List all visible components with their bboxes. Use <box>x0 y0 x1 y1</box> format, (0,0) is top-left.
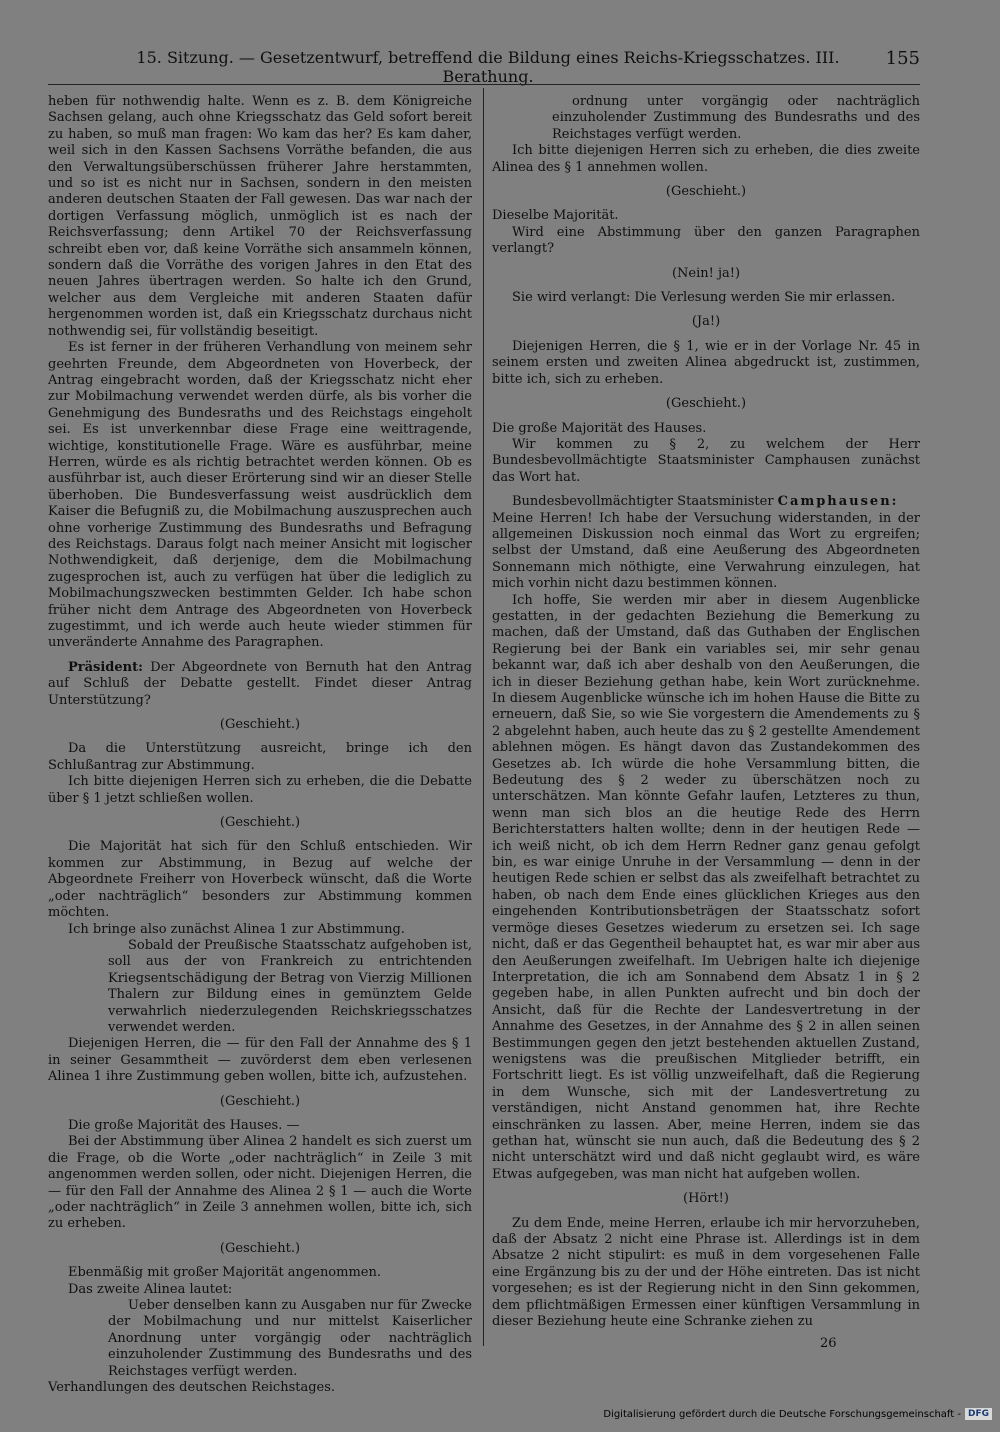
stage-direction: (Geschieht.) <box>665 184 747 200</box>
quoted-clause-continued: ordnung unter vorgängig oder nachträglich einzuholender Zustimmung des Bundesraths und des Reichstages verfügt werden. <box>552 94 920 142</box>
quoted-clause: Sobald der Preußische Staatsschatz aufgehoben ist, soll aus der von Frankreich zu entrichtenden Kriegsentschädigung der Betrag von Vierzig Millionen Thalern zur Bildung eines in gemünztem Gelde verwahrlich niederzulegenden Reichskriegsschatzes verwendet werden. <box>108 937 472 1035</box>
signature-folio: 26 <box>820 1336 837 1351</box>
speaker-label: Präsident: <box>68 659 143 675</box>
paragraph: Dieselbe Majorität. <box>492 208 619 224</box>
page-number: 155 <box>885 48 920 69</box>
paragraph: Es ist ferner in der früheren Verhandlung von meinem sehr geehrten Freunde, dem Abgeordneten von Hoverbeck, der Antrag eingebracht worden, daß der Kriegsschatz nicht eher zur Mobilmachung verwendet werden dürfe, als bis vorher die Genehmigung des Bundesraths und des Reichstags eingeholt sei. Es ist unverkennbar diese Frage eine weittragende, wichtige, konstitutionelle Frage. Wäre es ausführbar, meine Herren, würde es als richtig betrachtet werden können. Ob es ausführbar ist, auch dieser Erörterung sind wir an dieser Stelle überhoben. Die Bundesverfassung weist ausdrücklich dem Kaiser die Befugniß zu, die Mobilmachung auszusprechen auch ohne vorherige Zustimmung des Bundesraths und Befragung des Reichstags. Daraus folgt nach meiner Ansicht mit logischer Nothwendigkeit, daß derjenige, dem die Mobilmachung zugesprochen ist, auch zu verfügen hat über die lediglich zu Mobilmachungszwecken bestimmten Gelder. Ich habe schon früher nicht dem Antrage des Abgeordneten von Hoverbeck zugestimmt, und ich werde auch heute wieder stimmen für unveränderte Annahme des Paragraphen. <box>48 340 472 651</box>
paragraph: Ich bitte diejenigen Herren sich zu erheben, die dies zweite Alinea des § 1 annehmen wollen. <box>492 143 920 175</box>
page-header <box>48 48 920 86</box>
paragraph: Ebenmäßig mit großer Majorität angenommen. <box>68 1265 381 1281</box>
digitization-credit <box>603 1408 992 1420</box>
paragraph: Meine Herren! Ich habe der Versuchung widerstanden, in der allgemeinen Diskussion noch einmal das Wort zu ergreifen; selbst der Umstand, daß eine Aeußerung des Abgeordneten Sonnemann mich nöthigte, eine Verwahrung einzulegen, hat mich vorhin nicht dazu bestimmen können. <box>492 510 920 592</box>
paragraph: Zu dem Ende, meine Herren, erlaube ich mir hervorzuheben, daß der Absatz 2 nicht eine Phrase ist. Allerdings ist in dem Absatze 2 nicht stipulirt: es muß in dem vorgesehenen Falle eine Ergänzung bis zu der und der Höhe eintreten. Das ist nicht vorgesehen; es ist der Regierung nicht in den Sinn gekommen, dem pflichtmäßigen Ermessen einer künftigen Versammlung in dieser Beziehung heute eine Schranke ziehen zu <box>492 1215 920 1330</box>
stage-direction: (Geschieht.) <box>219 1093 301 1109</box>
header-rule <box>48 84 920 85</box>
paragraph: Ich bringe also zunächst Alinea 1 zur Abstimmung. <box>68 921 405 937</box>
interjection: (Ja!) <box>691 314 721 330</box>
paragraph: Das zweite Alinea lautet: <box>68 1281 233 1297</box>
stage-direction: (Geschieht.) <box>665 396 747 412</box>
stage-direction: (Geschieht.) <box>219 815 301 831</box>
paragraph: Die große Majorität des Hauses. <box>492 420 707 436</box>
speech-text: Der Abgeordnete von Bernuth hat den Antrag auf Schluß der Debatte gestellt. Findet dieser Antrag Unterstützung? <box>48 659 472 708</box>
page-title: 15. Sitzung. — Gesetzentwurf, betreffend die Bildung eines Reichs-Kriegsschatzes. III. Berathung. <box>136 48 840 86</box>
stage-direction: (Geschieht.) <box>219 1240 301 1256</box>
paragraph: Wird eine Abstimmung über den ganzen Paragraphen verlangt? <box>492 224 920 257</box>
interjection: (Nein! ja!) <box>671 265 741 281</box>
left-column <box>48 94 472 1396</box>
paragraph: Wir kommen zu § 2, zu welchem der Herr Bundesbevollmächtigte Staatsminister Camphausen zunächst das Wort hat. <box>492 436 920 485</box>
paragraph: Ich hoffe, Sie werden mir aber in diesem Augenblicke gestatten, in der gedachten Beziehung die Bemerkung zu machen, daß der Umstand, daß das Guthaben der Englischen Regierung bei der Bank ein variables sei, mir sehr genau bekannt war, daß ich aber deshalb von den Aeußerungen, die ich in dieser Beziehung gethan habe, kein Wort zurücknehme. In diesem Augenblicke wünsche ich im hohen Hause die Bitte zu erneuern, daß Sie, so wie Sie vorgestern die Amendements zu § 2 abgelehnt haben, auch heute das zu § 2 gestellte Amendement ablehnen mögen. Es hängt davon das Zustandekommen des Gesetzes ab. Ich würde die hohe Versammlung bitten, die Bedeutung des § 2 weder zu überschätzen noch zu unterschätzen. Man könnte Gefahr laufen, Letzteres zu thun, wenn man sich blos an die heutige Rede des Herrn Berichterstatters halten wollte; denn in der heutigen Rede — ich weiß nicht, ob ich dem Herrn Redner ganz genau gefolgt bin, es war einige Unruhe in der Versammlung — denn in der heutigen Rede schien er selbst das als zweifelhaft betrachtet zu haben, ob nach dem Ende eines glücklichen Krieges aus den eingehenden Kontributionsbeträgen der Staatsschatz sofort vermöge dieses Gesetzes wiederum zu ersetzen sei. Ich sage nicht, daß er das Gegentheil behauptet hat, es war mir aber aus den Aeußerungen zweifelhaft. Im Uebrigen halte ich diejenige Interpretation, die ich am Sonnabend dem Absatz 1 in § 2 gegeben habe, in allen Punkten aufrecht und bin doch der Ansicht, daß für die Rechte der Landesvertretung in der Annahme des Gesetzes, in der Annahme des § 2 in allen seinen Bestimmungen gegen den jetzt bestehenden aktuellen Zustand, wenigstens was die preußischen Mitglieder betrifft, ein Fortschritt liegt. Es ist völlig unzweifelhaft, daß die Regierung in dem Wunsche, sich mit der Landesvertretung zu verständigen, nicht Anstand genommen hat, ihre Rechte einschränken zu lassen. Aber, meine Herren, indem sie das gethan hat, wünscht sie nun auch, daß die Bedeutung des § 2 nicht unterschätzt wird und daß nicht geglaubt wird, es wäre Etwas aufgegeben, was man nicht hat aufgeben wollen. <box>492 592 920 1182</box>
paragraph: Diejenigen Herren, die § 1, wie er in der Vorlage Nr. 45 in seinem ersten und zweiten Alinea abgedruckt ist, zustimmen, bitte ich, sich zu erheben. <box>492 338 920 387</box>
paragraph: Ich bitte diejenigen Herren sich zu erheben, die die Debatte über § 1 jetzt schließen wollen. <box>48 774 472 806</box>
paragraph: Bei der Abstimmung über Alinea 2 handelt es sich zuerst um die Frage, ob die Worte „oder nachträglich“ in Zeile 3 mit angenommen werden sollen, oder nicht. Diejenigen Herren, die — für den Fall der Annahme des Alinea 2 § 1 — auch die Worte „oder nachträglich“ in Zeile 3 annehmen wollen, bitte ich, sich zu erheben. <box>48 1134 472 1232</box>
quoted-clause: Ueber denselben kann zu Ausgaben nur für Zwecke der Mobilmachung und nur mittelst Kaiserlicher Anordnung unter vorgängig oder nachträglich einzuholender Zustimmung des Bundesraths und des Reichstages verfügt werden. <box>108 1298 472 1379</box>
column-divider <box>483 88 484 1346</box>
paragraph: Sie wird verlangt: Die Verlesung werden Sie mir erlassen. <box>512 290 896 306</box>
speaker-intro <box>492 494 920 510</box>
paragraph: Die Majorität hat sich für den Schluß entschieden. Wir kommen zur Abstimmung, in Bezug auf welche der Abgeordnete Freiherr von Hoverbeck wünscht, daß die Worte „oder nachträglich“ besonders zur Abstimmung kommen möchten. <box>48 839 472 921</box>
speaker-role: Bundesbevollmächtigter Staatsminister <box>512 494 774 510</box>
paragraph: Diejenigen Herren, die — für den Fall der Annahme des § 1 in seiner Gesammtheit — zuvörderst dem eben verlesenen Alinea 1 ihre Zustimmung geben wollen, bitte ich, aufzustehen. <box>48 1036 472 1085</box>
paragraph: heben für nothwendig halte. Wenn es z. B. dem Königreiche Sachsen gelang, auch ohne Kriegsschatz das Geld sofort bereit zu haben, so muß man fragen: Wo kam das her? Es kam daher, weil sich in den Kassen Sachsens Vorräthe befanden, die aus den Verwaltungsüberschüssen früherer Jahre herstammten, und so ist es nicht nur in Sachsen, sondern in den meisten anderen deutschen Staaten der Fall gewesen. Das war nach der dortigen Verfassung möglich, unmöglich ist es nach der Reichsverfassung; denn Artikel 70 der Reichsverfassung schreibt eben vor, daß keine Vorräthe sich ansammeln können, sondern daß die Vorräthe des vorigen Jahres in den Etat des neuen Jahres übertragen werden. So halte ich den Grund, welcher aus dem Vergleiche mit anderen Staaten dafür hergenommen worden ist, daß ein Kriegsschatz durchaus nicht nothwendig sei, für vollständig beseitigt. <box>48 94 472 339</box>
stage-direction: (Geschieht.) <box>219 717 301 733</box>
speaker-name: Camphausen: <box>777 494 899 510</box>
president-speech <box>48 660 472 709</box>
credit-text: Digitalisierung gefördert durch die Deutsche Forschungsgemeinschaft - <box>603 1408 961 1420</box>
paragraph: Da die Unterstützung ausreicht, bringe ich den Schlußantrag zur Abstimmung. <box>48 741 472 773</box>
interjection: (Hört!) <box>683 1191 729 1207</box>
bottom-line: Verhandlungen des deutschen Reichstages. <box>48 1380 336 1396</box>
right-column <box>492 94 920 1330</box>
paragraph: Die große Majorität des Hauses. — <box>68 1117 300 1133</box>
dfg-logo: DFG <box>965 1408 992 1420</box>
